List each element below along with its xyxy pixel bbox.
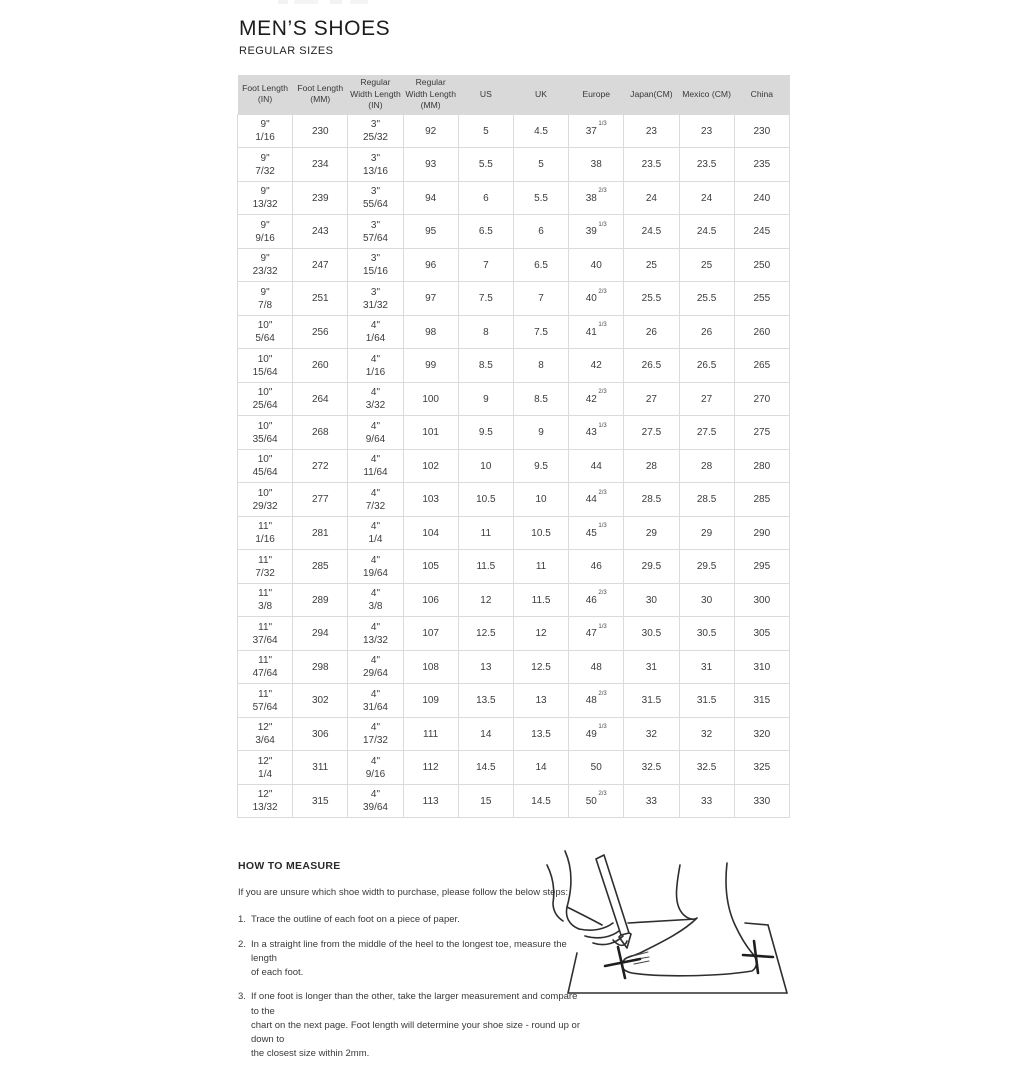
cell-us: 6 <box>458 181 513 215</box>
cell-foot-length-in: 11" 37/64 <box>238 617 293 651</box>
cell-uk: 6 <box>513 215 568 249</box>
cell-mexico: 29 <box>679 516 734 550</box>
cell-width-length-in: 4" 9/16 <box>348 751 403 785</box>
cell-foot-length-mm: 251 <box>293 282 348 316</box>
column-header: UK <box>513 75 568 114</box>
cell-foot-length-in: 9" 7/8 <box>238 282 293 316</box>
cell-width-length-in: 4" 1/64 <box>348 315 403 349</box>
cell-width-length-mm: 112 <box>403 751 458 785</box>
europe-fraction: 2/3 <box>598 489 607 496</box>
step-number: 1. <box>238 914 246 926</box>
cell-foot-length-in: 11" 7/32 <box>238 550 293 584</box>
cell-europe: 44 <box>569 449 624 483</box>
how-to-measure-section <box>238 860 583 1072</box>
cell-europe: $44^{2/3}$ <box>569 483 624 517</box>
cell-width-length-in: 4" 29/64 <box>348 650 403 684</box>
cell-width-length-in: 4" 3/32 <box>348 382 403 416</box>
cell-japan: 32.5 <box>624 751 679 785</box>
cell-foot-length-mm: 285 <box>293 550 348 584</box>
cell-width-length-mm: 97 <box>403 282 458 316</box>
cell-japan: 27.5 <box>624 416 679 450</box>
cell-europe: $47^{1/3}$ <box>569 617 624 651</box>
cell-foot-length-in: 9" 9/16 <box>238 215 293 249</box>
cell-mexico: 25.5 <box>679 282 734 316</box>
cell-us: 13 <box>458 650 513 684</box>
cell-uk: 11 <box>513 550 568 584</box>
cell-foot-length-in: 11" 57/64 <box>238 684 293 718</box>
cell-japan: 26.5 <box>624 349 679 383</box>
step-text-line: If one foot is longer than the other, take the larger measurement and compare to the <box>251 991 578 1017</box>
cell-europe: $43^{1/3}$ <box>569 416 624 450</box>
cell-foot-length-in: 9" 7/32 <box>238 148 293 182</box>
cell-width-length-mm: 99 <box>403 349 458 383</box>
step-number: 2. <box>238 938 246 950</box>
cell-foot-length-in: 9" 23/32 <box>238 248 293 282</box>
cell-china: 305 <box>734 617 789 651</box>
cell-us: 12 <box>458 583 513 617</box>
cell-foot-length-mm: 247 <box>293 248 348 282</box>
column-header: China <box>734 75 789 114</box>
cell-foot-length-mm: 264 <box>293 382 348 416</box>
table-row <box>238 349 790 383</box>
cell-mexico: 26.5 <box>679 349 734 383</box>
cell-uk: 5 <box>513 148 568 182</box>
cell-china: 275 <box>734 416 789 450</box>
cell-foot-length-mm: 298 <box>293 650 348 684</box>
cell-mexico: 27 <box>679 382 734 416</box>
step-text-line: Trace the outline of each foot on a piece of paper. <box>251 914 460 926</box>
cell-china: 250 <box>734 248 789 282</box>
cell-foot-length-in: 11" 47/64 <box>238 650 293 684</box>
table-row <box>238 650 790 684</box>
cell-width-length-in: 4" 19/64 <box>348 550 403 584</box>
cell-europe: $37^{1/3}$ <box>569 114 624 148</box>
cell-foot-length-mm: 289 <box>293 583 348 617</box>
cell-uk: 7.5 <box>513 315 568 349</box>
column-header: US <box>458 75 513 114</box>
table-row <box>238 617 790 651</box>
cell-uk: 8.5 <box>513 382 568 416</box>
cell-japan: 28 <box>624 449 679 483</box>
table-row <box>238 382 790 416</box>
europe-fraction: 2/3 <box>598 288 607 295</box>
cell-width-length-mm: 108 <box>403 650 458 684</box>
cell-width-length-in: 4" 39/64 <box>348 784 403 818</box>
cell-japan: 26 <box>624 315 679 349</box>
cell-us: 10.5 <box>458 483 513 517</box>
cell-japan: 24.5 <box>624 215 679 249</box>
cell-japan: 24 <box>624 181 679 215</box>
column-header: Mexico (CM) <box>679 75 734 114</box>
cell-width-length-in: 4" 1/4 <box>348 516 403 550</box>
cell-width-length-mm: 106 <box>403 583 458 617</box>
cell-japan: 31 <box>624 650 679 684</box>
cell-width-length-mm: 102 <box>403 449 458 483</box>
cell-japan: 30 <box>624 583 679 617</box>
europe-fraction: 2/3 <box>598 188 607 195</box>
cell-foot-length-mm: 315 <box>293 784 348 818</box>
cell-uk: 7 <box>513 282 568 316</box>
cell-china: 235 <box>734 148 789 182</box>
cell-japan: 25 <box>624 248 679 282</box>
column-header: Europe <box>569 75 624 114</box>
cell-width-length-in: 4" 17/32 <box>348 717 403 751</box>
cell-japan: 32 <box>624 717 679 751</box>
cell-mexico: 26 <box>679 315 734 349</box>
how-to-measure-step <box>238 913 583 927</box>
how-to-measure-steps <box>238 913 583 1061</box>
cell-us: 5 <box>458 114 513 148</box>
cell-foot-length-in: 10" 25/64 <box>238 382 293 416</box>
cell-japan: 28.5 <box>624 483 679 517</box>
cell-europe: $50^{2/3}$ <box>569 784 624 818</box>
cell-width-length-in: 4" 31/64 <box>348 684 403 718</box>
cell-europe: $41^{1/3}$ <box>569 315 624 349</box>
table-row <box>238 751 790 785</box>
cell-europe: 50 <box>569 751 624 785</box>
cell-china: 240 <box>734 181 789 215</box>
how-to-measure-step <box>238 938 583 981</box>
cell-china: 285 <box>734 483 789 517</box>
cell-us: 11.5 <box>458 550 513 584</box>
cell-uk: 5.5 <box>513 181 568 215</box>
cell-width-length-mm: 94 <box>403 181 458 215</box>
cell-uk: 12.5 <box>513 650 568 684</box>
table-row <box>238 483 790 517</box>
cell-us: 7.5 <box>458 282 513 316</box>
how-to-measure-heading: HOW TO MEASURE <box>238 860 341 872</box>
cell-width-length-mm: 103 <box>403 483 458 517</box>
cropped-text-fragment <box>278 0 368 4</box>
table-row <box>238 148 790 182</box>
table-row <box>238 114 790 148</box>
cell-width-length-mm: 101 <box>403 416 458 450</box>
cell-foot-length-mm: 234 <box>293 148 348 182</box>
europe-fraction: 2/3 <box>598 690 607 697</box>
table-row <box>238 181 790 215</box>
cell-width-length-mm: 96 <box>403 248 458 282</box>
cell-foot-length-in: 10" 15/64 <box>238 349 293 383</box>
cell-width-length-mm: 107 <box>403 617 458 651</box>
cell-width-length-mm: 92 <box>403 114 458 148</box>
size-chart-table <box>237 75 790 818</box>
step-text-line: chart on the next page. Foot length will determine your shoe size - round up or down to <box>251 1019 580 1046</box>
cell-uk: 9 <box>513 416 568 450</box>
cell-japan: 30.5 <box>624 617 679 651</box>
cell-china: 260 <box>734 315 789 349</box>
cell-china: 295 <box>734 550 789 584</box>
cell-mexico: 31 <box>679 650 734 684</box>
cell-japan: 29 <box>624 516 679 550</box>
cell-mexico: 24 <box>679 181 734 215</box>
cell-us: 13.5 <box>458 684 513 718</box>
cell-uk: 8 <box>513 349 568 383</box>
cell-china: 265 <box>734 349 789 383</box>
cell-width-length-in: 3" 13/16 <box>348 148 403 182</box>
cell-china: 290 <box>734 516 789 550</box>
cell-japan: 25.5 <box>624 282 679 316</box>
cell-china: 315 <box>734 684 789 718</box>
cell-mexico: 30.5 <box>679 617 734 651</box>
cell-mexico: 24.5 <box>679 215 734 249</box>
cell-width-length-mm: 104 <box>403 516 458 550</box>
cell-mexico: 32.5 <box>679 751 734 785</box>
cell-width-length-in: 3" 25/32 <box>348 114 403 148</box>
step-text-line: In a straight line from the middle of the heel to the longest toe, measure the length <box>251 938 567 964</box>
cell-uk: 13.5 <box>513 717 568 751</box>
cell-europe: $46^{2/3}$ <box>569 583 624 617</box>
cell-width-length-in: 3" 57/64 <box>348 215 403 249</box>
cell-uk: 13 <box>513 684 568 718</box>
cell-width-length-mm: 95 <box>403 215 458 249</box>
europe-fraction: 2/3 <box>598 590 607 597</box>
cell-mexico: 28 <box>679 449 734 483</box>
cell-us: 11 <box>458 516 513 550</box>
step-number: 3. <box>238 991 246 1003</box>
cell-width-length-mm: 111 <box>403 717 458 751</box>
cell-us: 10 <box>458 449 513 483</box>
page-title: MEN’S SHOES <box>239 17 391 40</box>
europe-fraction: 1/3 <box>598 221 607 228</box>
cell-us: 8.5 <box>458 349 513 383</box>
cell-japan: 27 <box>624 382 679 416</box>
table-row <box>238 717 790 751</box>
cell-width-length-in: 3" 15/16 <box>348 248 403 282</box>
cell-europe: $45^{1/3}$ <box>569 516 624 550</box>
table-row <box>238 784 790 818</box>
cell-mexico: 31.5 <box>679 684 734 718</box>
cell-foot-length-mm: 277 <box>293 483 348 517</box>
cell-width-length-in: 4" 9/64 <box>348 416 403 450</box>
cell-us: 14.5 <box>458 751 513 785</box>
europe-fraction: 1/3 <box>598 422 607 429</box>
foot-tracing-illustration <box>545 835 795 1015</box>
cell-china: 310 <box>734 650 789 684</box>
cell-us: 14 <box>458 717 513 751</box>
column-header: Foot Length (IN) <box>238 75 293 114</box>
cell-china: 330 <box>734 784 789 818</box>
column-header: Regular Width Length (MM) <box>403 75 458 114</box>
table-row <box>238 248 790 282</box>
page-header <box>239 17 390 57</box>
cell-europe: 42 <box>569 349 624 383</box>
cell-japan: 23 <box>624 114 679 148</box>
cell-foot-length-mm: 268 <box>293 416 348 450</box>
cell-width-length-in: 3" 31/32 <box>348 282 403 316</box>
europe-fraction: 1/3 <box>598 724 607 731</box>
cell-foot-length-in: 10" 45/64 <box>238 449 293 483</box>
cell-foot-length-mm: 281 <box>293 516 348 550</box>
cell-uk: 4.5 <box>513 114 568 148</box>
cell-china: 230 <box>734 114 789 148</box>
cell-china: 300 <box>734 583 789 617</box>
cell-foot-length-in: 11" 3/8 <box>238 583 293 617</box>
cell-foot-length-mm: 260 <box>293 349 348 383</box>
how-to-measure-step <box>238 990 583 1061</box>
step-text-line: the closest size within 2mm. <box>251 1048 370 1060</box>
cell-europe: $39^{1/3}$ <box>569 215 624 249</box>
cell-uk: 9.5 <box>513 449 568 483</box>
column-header: Japan(CM) <box>624 75 679 114</box>
cell-mexico: 27.5 <box>679 416 734 450</box>
cell-foot-length-mm: 302 <box>293 684 348 718</box>
cell-width-length-in: 3" 55/64 <box>348 181 403 215</box>
cell-foot-length-in: 11" 1/16 <box>238 516 293 550</box>
europe-fraction: 1/3 <box>598 322 607 329</box>
cell-foot-length-mm: 272 <box>293 449 348 483</box>
how-to-measure-intro: If you are unsure which shoe width to purchase, please follow the below steps: <box>238 887 569 898</box>
cell-mexico: 30 <box>679 583 734 617</box>
europe-fraction: 2/3 <box>598 791 607 798</box>
cell-foot-length-in: 12" 3/64 <box>238 717 293 751</box>
cell-europe: $38^{2/3}$ <box>569 181 624 215</box>
cell-europe: $49^{1/3}$ <box>569 717 624 751</box>
cell-foot-length-in: 9" 1/16 <box>238 114 293 148</box>
cell-mexico: 32 <box>679 717 734 751</box>
cell-foot-length-in: 10" 5/64 <box>238 315 293 349</box>
table-row <box>238 315 790 349</box>
cell-us: 9 <box>458 382 513 416</box>
cell-mexico: 23.5 <box>679 148 734 182</box>
cell-europe: 40 <box>569 248 624 282</box>
column-header: Regular Width Length (IN) <box>348 75 403 114</box>
cell-foot-length-mm: 230 <box>293 114 348 148</box>
table-row <box>238 516 790 550</box>
cell-us: 7 <box>458 248 513 282</box>
cell-foot-length-in: 9" 13/32 <box>238 181 293 215</box>
table-row <box>238 215 790 249</box>
europe-fraction: 1/3 <box>598 623 607 630</box>
page-subtitle: REGULAR SIZES <box>239 45 334 58</box>
cell-foot-length-mm: 294 <box>293 617 348 651</box>
cell-width-length-in: 4" 11/64 <box>348 449 403 483</box>
cell-japan: 33 <box>624 784 679 818</box>
cell-foot-length-mm: 243 <box>293 215 348 249</box>
table-body <box>238 114 790 818</box>
table-row <box>238 416 790 450</box>
table-row <box>238 684 790 718</box>
cell-mexico: 25 <box>679 248 734 282</box>
table-row <box>238 583 790 617</box>
cell-europe: $48^{2/3}$ <box>569 684 624 718</box>
cell-us: 5.5 <box>458 148 513 182</box>
column-header: Foot Length (MM) <box>293 75 348 114</box>
table-row <box>238 550 790 584</box>
cell-mexico: 33 <box>679 784 734 818</box>
cell-europe: 38 <box>569 148 624 182</box>
cell-europe: $42^{2/3}$ <box>569 382 624 416</box>
cell-us: 9.5 <box>458 416 513 450</box>
cell-width-length-mm: 100 <box>403 382 458 416</box>
table-header-row <box>238 75 790 114</box>
europe-fraction: 1/3 <box>598 523 607 530</box>
cell-foot-length-in: 12" 13/32 <box>238 784 293 818</box>
cell-china: 280 <box>734 449 789 483</box>
cell-us: 15 <box>458 784 513 818</box>
cell-uk: 10.5 <box>513 516 568 550</box>
cell-europe: $40^{2/3}$ <box>569 282 624 316</box>
cell-width-length-in: 4" 13/32 <box>348 617 403 651</box>
cell-us: 6.5 <box>458 215 513 249</box>
europe-fraction: 1/3 <box>598 121 607 128</box>
cell-uk: 11.5 <box>513 583 568 617</box>
cell-width-length-mm: 98 <box>403 315 458 349</box>
table-row <box>238 449 790 483</box>
cell-china: 255 <box>734 282 789 316</box>
cell-mexico: 23 <box>679 114 734 148</box>
cell-japan: 31.5 <box>624 684 679 718</box>
cell-foot-length-mm: 256 <box>293 315 348 349</box>
cell-foot-length-mm: 306 <box>293 717 348 751</box>
cell-width-length-in: 4" 1/16 <box>348 349 403 383</box>
cell-europe: 46 <box>569 550 624 584</box>
cell-uk: 14 <box>513 751 568 785</box>
step-text-line: of each foot. <box>251 967 304 979</box>
cell-foot-length-in: 10" 29/32 <box>238 483 293 517</box>
cell-mexico: 28.5 <box>679 483 734 517</box>
cell-foot-length-in: 10" 35/64 <box>238 416 293 450</box>
table-row <box>238 282 790 316</box>
cell-mexico: 29.5 <box>679 550 734 584</box>
cell-uk: 14.5 <box>513 784 568 818</box>
cell-foot-length-mm: 239 <box>293 181 348 215</box>
cell-width-length-mm: 93 <box>403 148 458 182</box>
cell-uk: 10 <box>513 483 568 517</box>
europe-fraction: 2/3 <box>598 389 607 396</box>
cell-us: 8 <box>458 315 513 349</box>
cell-japan: 29.5 <box>624 550 679 584</box>
table-header <box>238 75 790 114</box>
cell-china: 270 <box>734 382 789 416</box>
cell-china: 245 <box>734 215 789 249</box>
cell-uk: 12 <box>513 617 568 651</box>
cell-width-length-in: 4" 7/32 <box>348 483 403 517</box>
cell-japan: 23.5 <box>624 148 679 182</box>
cell-width-length-mm: 113 <box>403 784 458 818</box>
cell-width-length-in: 4" 3/8 <box>348 583 403 617</box>
cell-width-length-mm: 105 <box>403 550 458 584</box>
cell-us: 12.5 <box>458 617 513 651</box>
cell-europe: 48 <box>569 650 624 684</box>
cell-foot-length-in: 12" 1/4 <box>238 751 293 785</box>
cell-foot-length-mm: 311 <box>293 751 348 785</box>
cell-china: 320 <box>734 717 789 751</box>
cell-china: 325 <box>734 751 789 785</box>
cell-width-length-mm: 109 <box>403 684 458 718</box>
cell-uk: 6.5 <box>513 248 568 282</box>
